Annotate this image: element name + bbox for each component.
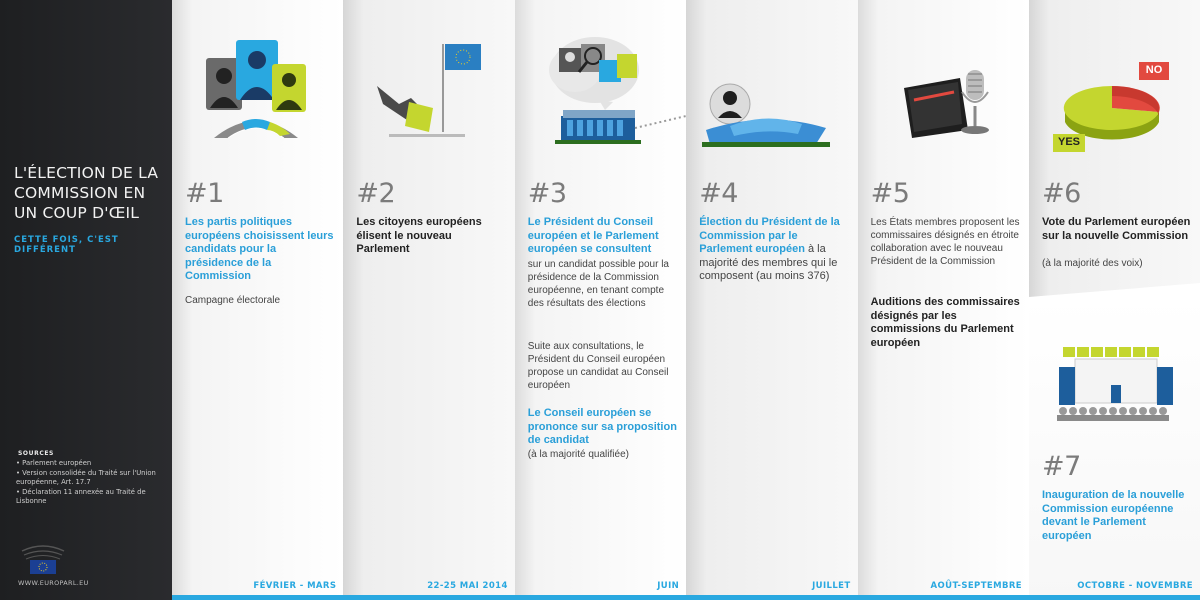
step-detail-2: Suite aux consultations, le Président du Conseil européen propose un candidat au Conseil européen: [527, 341, 669, 391]
step-heading: Inauguration de la nouvelle Commission européenne devant le Parlement européen: [1042, 489, 1185, 542]
step-heading-2: Le Conseil européen se prononce sur sa proposition de candidat: [527, 407, 677, 446]
step-date: FÉVRIER - MARS: [253, 581, 337, 591]
source-item: • Version consolidée du Traité sur l'Union européenne, Art. 17.7: [16, 469, 156, 486]
step-date: JUIN: [657, 581, 680, 591]
step-detail: à la majorité des membres qui le composent (au moins 376): [699, 243, 838, 282]
step-3-column: [515, 0, 686, 600]
step-6-column: [1029, 0, 1200, 600]
step-date: JUILLET: [812, 581, 851, 591]
sources-heading: SOURCES: [18, 450, 54, 457]
step-number: #3: [527, 178, 567, 209]
step-number: #5: [870, 178, 910, 209]
yes-label: YES: [1057, 136, 1080, 148]
step-detail: (à la majorité des voix): [1042, 258, 1143, 269]
step-detail: Les États membres proposent les commissaires désignés en étroite collaboration avec le nouveau Président de la Commission: [870, 217, 1020, 267]
step-heading: Le Président du Conseil européen et le Parlement européen se consultent: [527, 216, 659, 255]
step-4-column: [686, 0, 857, 600]
step-detail-3: (à la majorité qualifiée): [527, 449, 629, 460]
step-detail: sur un candidat possible pour la présidence de la Commission européenne, en tenant compte des résultats des élections: [527, 259, 669, 309]
inauguration-icon: [1029, 337, 1200, 427]
step-heading: Les citoyens européens élisent le nouveau Parlement: [356, 216, 482, 255]
step-heading: Élection du Président de la Commission par le Parlement européen: [699, 216, 840, 255]
step-heading: Les partis politiques européens choisissent leurs candidats pour la présidence de la Commission: [185, 216, 334, 282]
step-number: #4: [699, 178, 738, 209]
step-heading: Vote du Parlement européen sur la nouvelle Commission: [1042, 216, 1191, 242]
step-7-panel: [1029, 297, 1200, 600]
hearing-microphone-icon: [858, 0, 1029, 160]
candidates-icon: [172, 0, 343, 160]
step-date: OCTOBRE - NOVEMBRE: [1077, 581, 1193, 591]
step-date: 22-25 MAI 2014: [427, 581, 508, 591]
step-2-column: [343, 0, 514, 600]
parliament-election-icon: [686, 0, 857, 160]
step-body: [699, 216, 849, 284]
website-url[interactable]: WWW.EUROPARL.EU: [18, 579, 89, 587]
source-item: • Parlement européen: [16, 459, 92, 467]
step-number: #1: [185, 178, 224, 209]
step-1-column: [172, 0, 343, 600]
step-heading: Auditions des commissaires désignés par les commissions du Parlement européen: [870, 296, 1020, 349]
source-item: • Déclaration 11 annexée au Traité de Lisbonne: [16, 488, 146, 505]
timeline-bar: [515, 595, 686, 600]
consultation-icon: [515, 0, 686, 160]
no-label: NO: [1145, 64, 1163, 76]
timeline-bar: [1029, 595, 1200, 600]
step-date: AOÛT-SEPTEMBRE: [930, 581, 1022, 591]
step-number: #7: [1042, 451, 1081, 482]
timeline-bar: [686, 595, 857, 600]
step-number: #6: [1042, 178, 1081, 209]
timeline-bar: [172, 595, 343, 600]
sources-list: [16, 459, 168, 507]
page-title: L'ÉLECTION DE LA COMMISSION EN UN COUP D'ŒIL: [14, 164, 159, 222]
page-subtitle: CETTE FOIS, C'EST DIFFÉRENT: [14, 235, 119, 255]
sidebar: [0, 0, 172, 600]
european-parliament-logo: [18, 543, 68, 577]
timeline-bar: [858, 595, 1029, 600]
ballot-vote-icon: [343, 0, 514, 160]
step-5-column: [858, 0, 1029, 600]
step-detail: Campagne électorale: [185, 295, 281, 306]
timeline-bar: [343, 595, 514, 600]
step-number: #2: [356, 178, 396, 209]
